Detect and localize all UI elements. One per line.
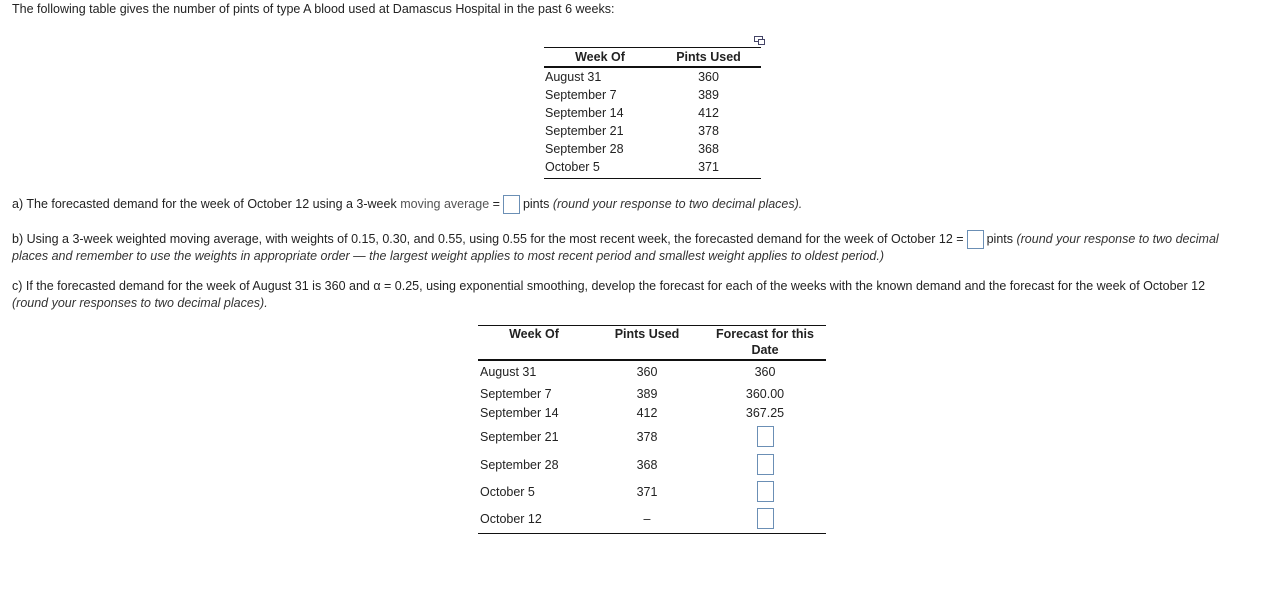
forecast-input[interactable]: [757, 426, 774, 447]
week-cell: October 5: [545, 160, 600, 174]
week-cell: September 7: [480, 387, 552, 401]
answer-a-input[interactable]: [503, 195, 520, 214]
pints-cell: 368: [698, 142, 719, 156]
unit: pints: [522, 196, 550, 211]
col-header-forecast: Forecast for this: [716, 327, 814, 341]
unit: pints: [986, 231, 1013, 246]
week-cell: September 28: [545, 142, 624, 156]
week-cell: September 28: [480, 458, 559, 472]
question-a-text: a) The forecasted demand for the week of October 12 using a 3-week: [12, 196, 397, 211]
week-cell: August 31: [480, 365, 537, 379]
forecast-cell: 360: [754, 365, 776, 379]
pints-cell: 412: [636, 406, 658, 420]
pints-cell: 368: [636, 458, 658, 472]
question-b-text: b) Using a 3-week weighted moving average, with weights of 0.15, 0.30, and 0.55, using 0.55 for the most recent week, the forecasted demand for the week of October 12 =: [12, 231, 964, 246]
pints-cell: 389: [698, 88, 719, 102]
equals: =: [492, 196, 500, 211]
week-cell: September 14: [480, 406, 559, 420]
week-cell: September 21: [480, 430, 559, 444]
week-cell: August 31: [545, 70, 602, 84]
pints-cell: 360: [698, 70, 719, 84]
pints-cell: 360: [636, 365, 658, 379]
col-header-week: Week Of: [509, 327, 559, 341]
forecast-input[interactable]: [757, 481, 774, 502]
copy-table-icon[interactable]: [754, 34, 765, 42]
moving-average-term[interactable]: moving average: [400, 196, 490, 211]
question-c-hint: (round your responses to two decimal places).: [12, 296, 268, 310]
col-header-forecast-line2: Date: [751, 343, 779, 357]
col-header-pints: Pints Used: [676, 50, 741, 64]
pints-cell: 389: [636, 387, 658, 401]
question-c-text: c) If the forecasted demand for the week of August 31 is 360 and α = 0.25, using exponential smoothing, develop the forecast for each of the weeks with the known demand and the forecast for the week of October 12: [12, 279, 1206, 293]
pints-cell: 378: [636, 430, 658, 444]
week-cell: September 7: [545, 88, 617, 102]
pints-cell: 371: [636, 485, 658, 499]
pints-cell: –: [643, 512, 651, 526]
week-cell: September 21: [545, 124, 624, 138]
question-a: [12, 195, 802, 214]
forecast-input[interactable]: [757, 508, 774, 529]
pints-cell: 378: [698, 124, 719, 138]
hint-continued: places and remember to use the weights in appropriate order — the largest weight applies to most recent period and smallest weight applies to oldest period.): [12, 249, 885, 263]
col-header-pints: Pints Used: [614, 327, 680, 341]
forecast-cell: 360.00: [745, 387, 785, 401]
week-cell: September 14: [545, 106, 624, 120]
forecast-cell: 367.25: [745, 406, 785, 420]
pints-cell: 371: [698, 160, 719, 174]
intro-text: The following table gives the number of pints of type A blood used at Damascus Hospital in the past 6 weeks:: [12, 2, 615, 16]
hint: (round your response to two decimal: [1016, 231, 1219, 246]
hint: (round your response to two decimal places).: [552, 196, 803, 211]
week-cell: October 12: [480, 512, 542, 526]
pints-cell: 412: [698, 106, 719, 120]
col-header-week: Week Of: [575, 50, 625, 64]
answer-b-input[interactable]: [967, 230, 984, 249]
question-b: [12, 230, 1219, 249]
forecast-input[interactable]: [757, 454, 774, 475]
week-cell: October 5: [480, 485, 535, 499]
